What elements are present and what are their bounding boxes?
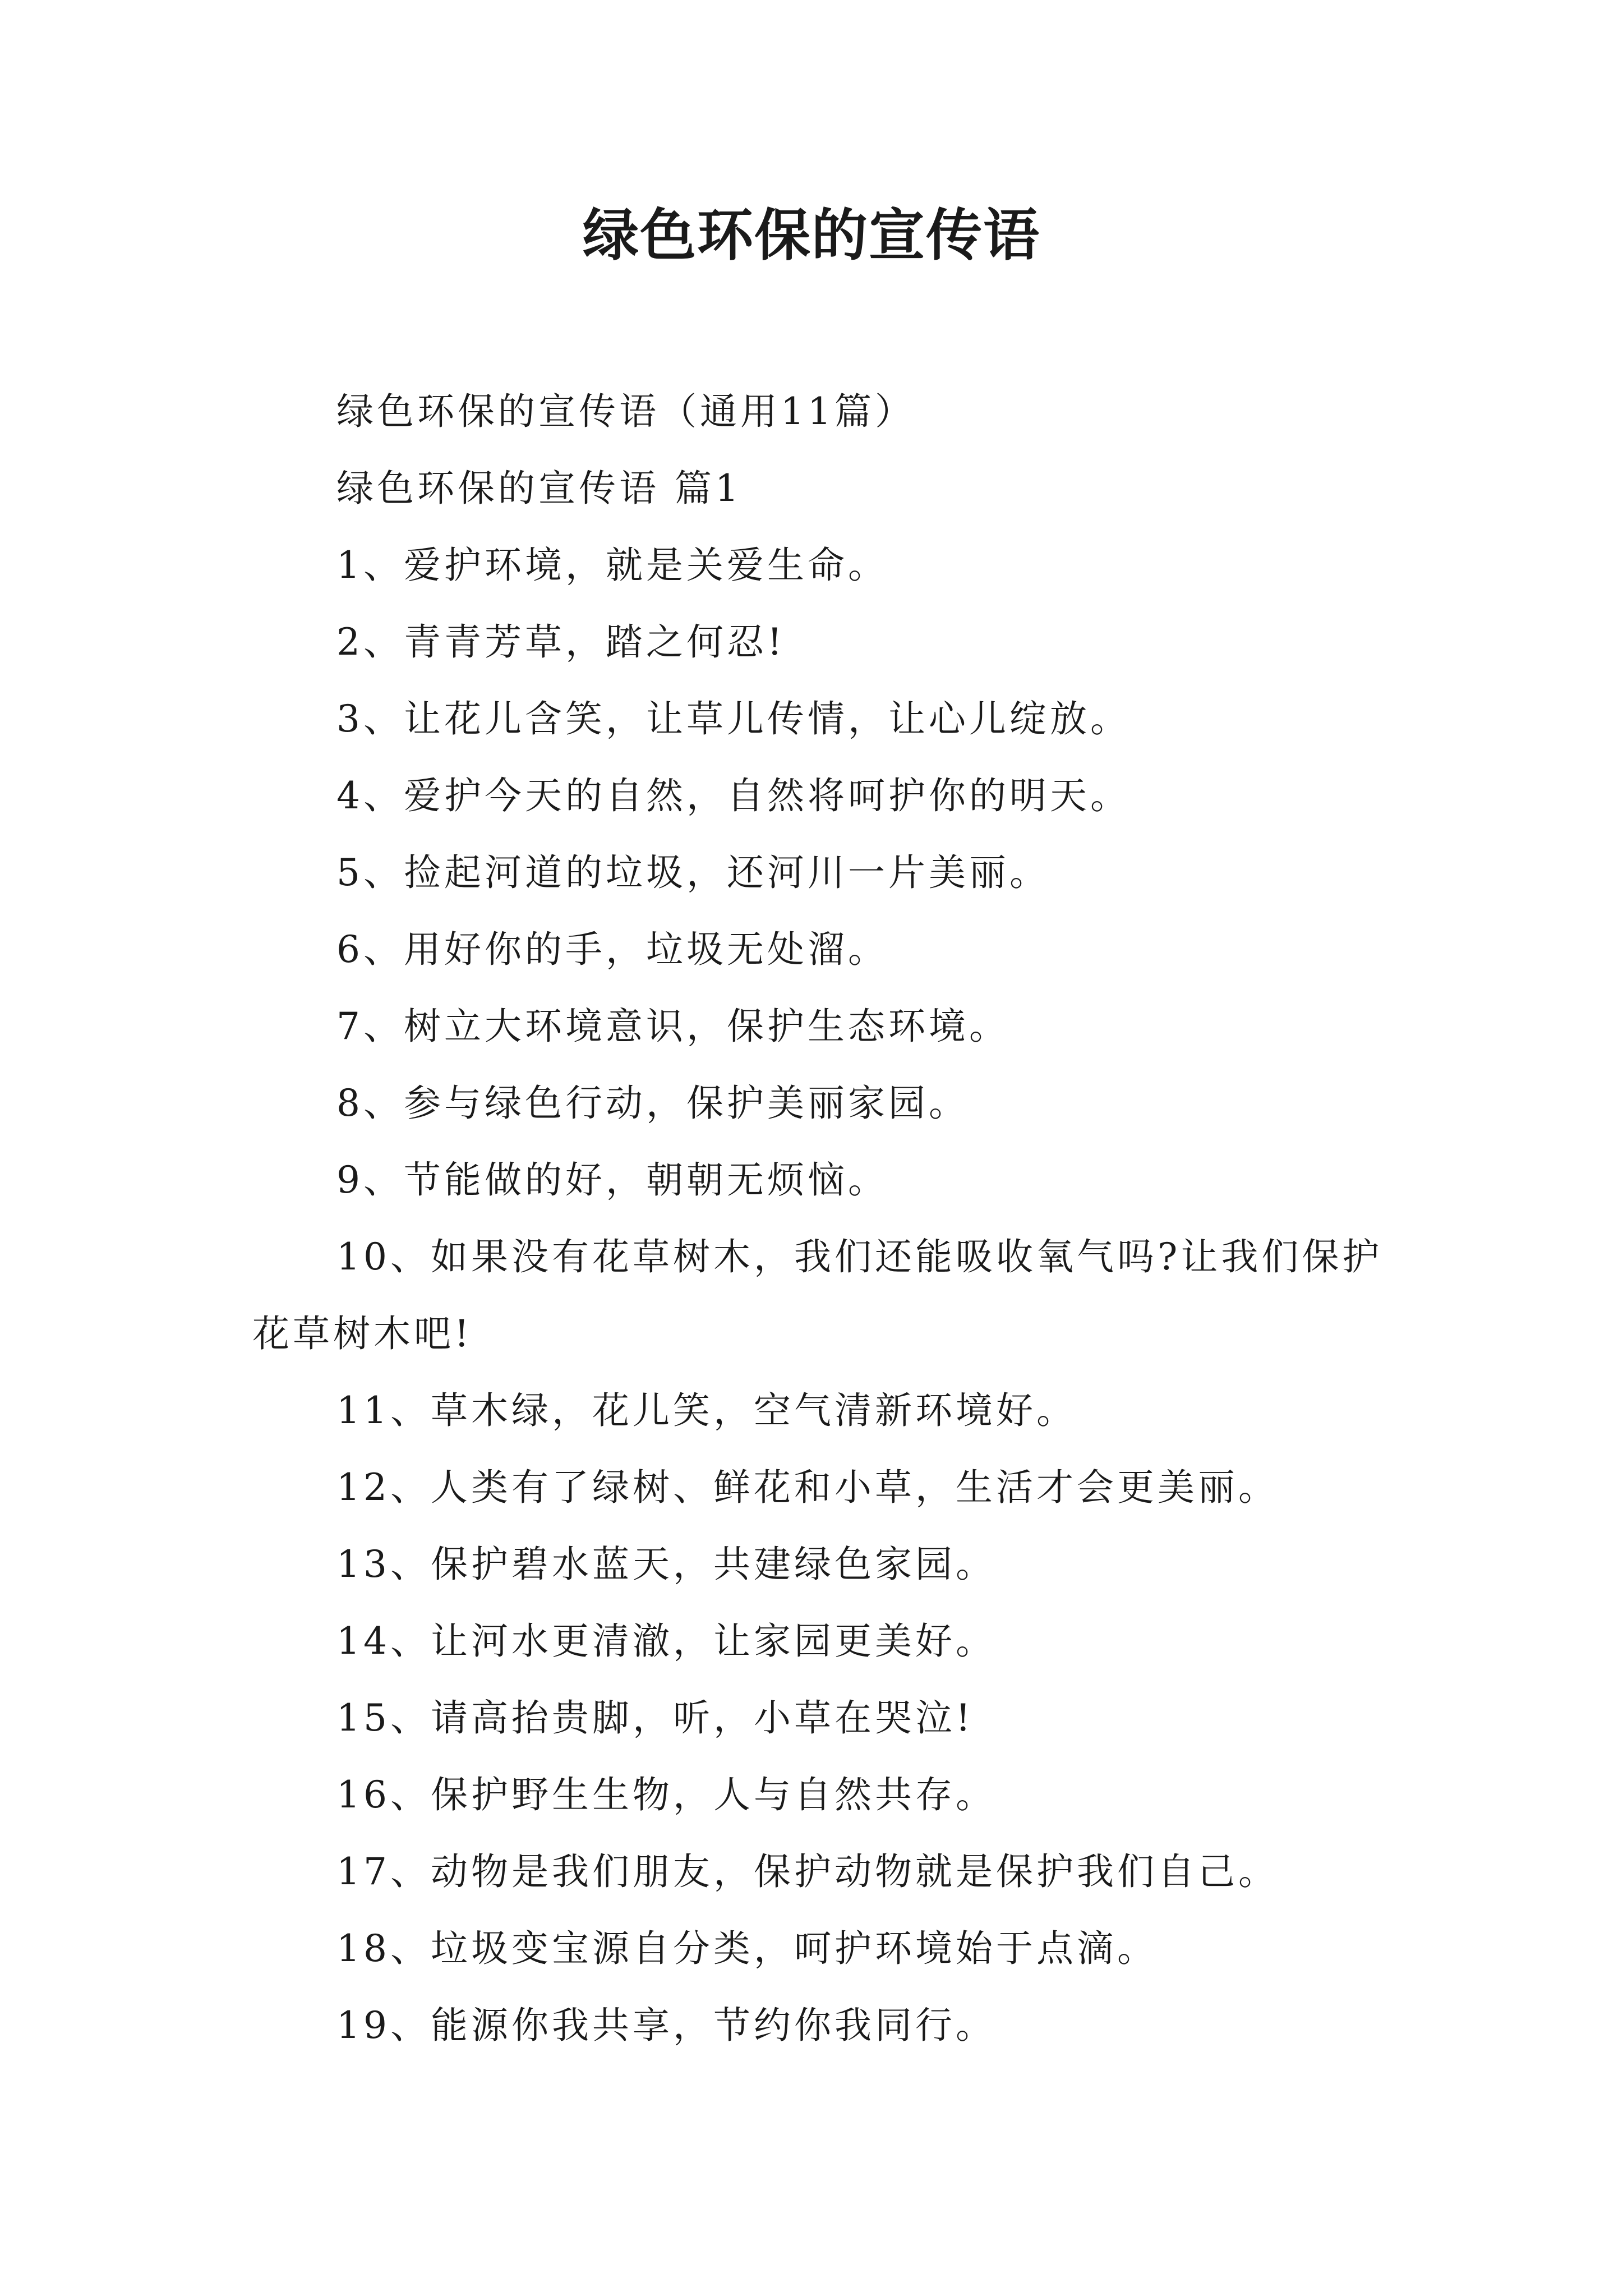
slogan-item: 1、爱护环境，就是关爱生命。 xyxy=(336,544,888,587)
slogan-item: 3、让花儿含笑，让草儿传情，让心儿绽放。 xyxy=(336,697,1131,740)
slogan-item: 8、参与绿色行动，保护美丽家园。 xyxy=(336,1082,969,1125)
slogan-item: 4、爱护今天的自然，自然将呵护你的明天。 xyxy=(336,774,1131,817)
document-body xyxy=(252,373,1396,2064)
slogan-item: 14、让河水更清澈，让家园更美好。 xyxy=(336,1619,996,1663)
document-subtitle: 绿色环保的宣传语（通用11篇） xyxy=(336,390,915,433)
slogan-item: 15、请高抬贵脚，听，小草在哭泣! xyxy=(336,1696,974,1740)
slogan-item: 16、保护野生生物，人与自然共存。 xyxy=(336,1773,996,1816)
slogan-item: 10、如果没有花草树木，我们还能吸收氧气吗?让我们保护花草树木吧! xyxy=(252,1235,1383,1355)
slogan-item: 9、节能做的好，朝朝无烦恼。 xyxy=(336,1158,888,1202)
slogan-item: 18、垃圾变宝源自分类，呵护环境始于点滴。 xyxy=(336,1927,1158,1970)
slogan-item: 19、能源你我共享，节约你我同行。 xyxy=(336,2004,996,2047)
slogan-item: 12、人类有了绿树、鲜花和小草，生活才会更美丽。 xyxy=(336,1466,1279,1509)
slogan-item: 5、捡起河道的垃圾，还河川一片美丽。 xyxy=(336,851,1050,894)
slogan-item: 13、保护碧水蓝天，共建绿色家园。 xyxy=(336,1543,996,1586)
section-heading: 绿色环保的宣传语 篇1 xyxy=(336,467,742,510)
document-title: 绿色环保的宣传语 xyxy=(583,203,1040,268)
slogan-item: 17、动物是我们朋友，保护动物就是保护我们自己。 xyxy=(336,1850,1279,1893)
slogan-item: 2、青青芳草，踏之何忍! xyxy=(336,620,786,664)
slogan-item: 11、草木绿，花儿笑，空气清新环境好。 xyxy=(336,1389,1077,1432)
slogan-item: 7、树立大环境意识，保护生态环境。 xyxy=(336,1005,1009,1048)
slogan-item: 6、用好你的手，垃圾无处溜。 xyxy=(336,928,888,971)
